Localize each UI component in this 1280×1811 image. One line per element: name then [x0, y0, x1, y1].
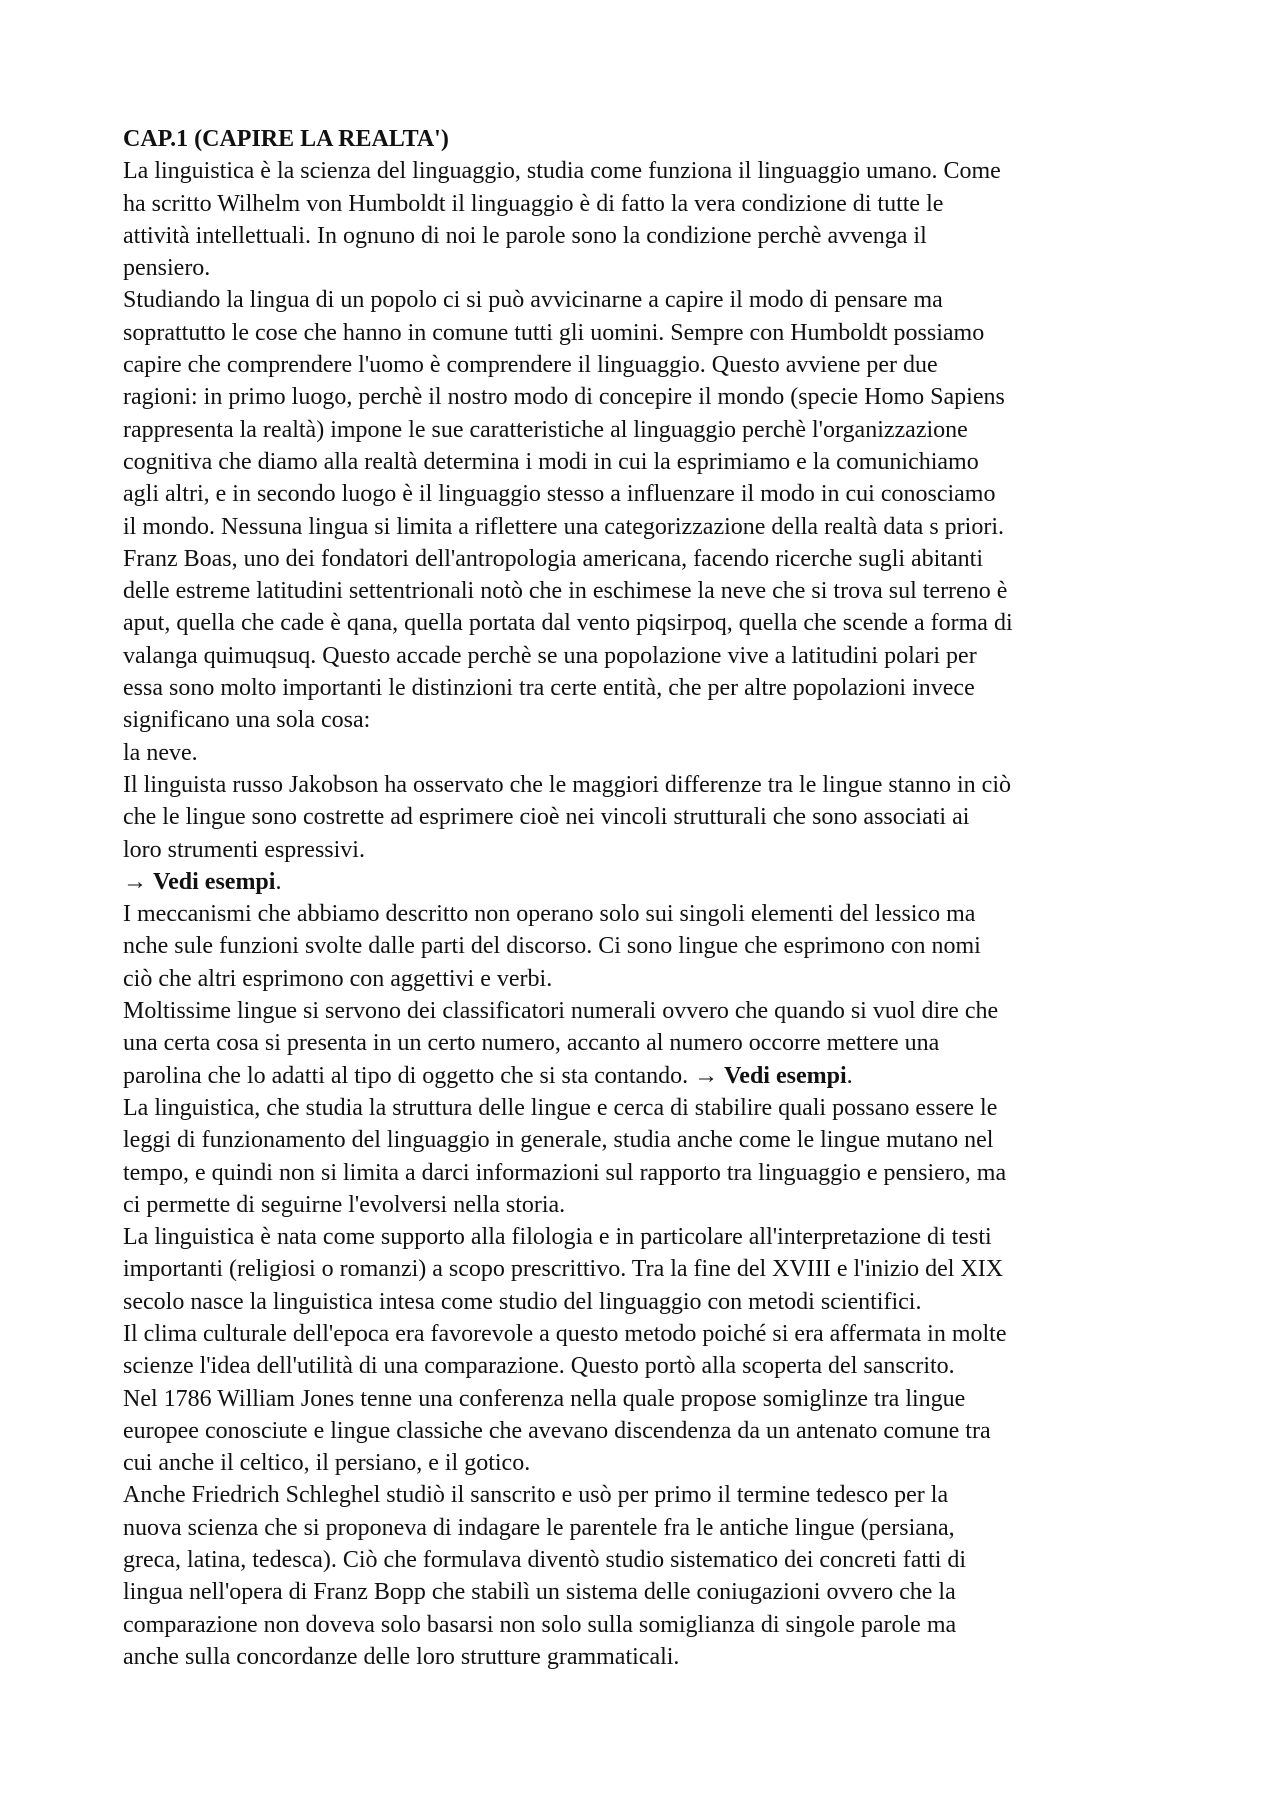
text-line: attività intellettuali. In ognuno di noi le parole sono la condizione perchè avvenga il: [123, 222, 927, 249]
text-line: tempo, e quindi non si limita a darci informazioni sul rapporto tra linguaggio e pensiero, ma: [123, 1159, 1007, 1186]
paragraph-classifiers: [123, 995, 1178, 1092]
paragraph-snow: [123, 737, 1178, 769]
text-line: che le lingue sono costrette ad esprimere cioè nei vincoli strutturali che sono associati ai: [123, 804, 970, 831]
text-line: lingua nell'opera di Franz Bopp che stabilì un sistema delle coniugazioni ovvero che la: [123, 1579, 956, 1606]
text-line: ha scritto Wilhelm von Humboldt il linguaggio è di fatto la vera condizione di tutte le: [123, 190, 944, 217]
text-line: Anche Friedrich Schleghel studiò il sanscrito e usò per primo il termine tedesco per la: [123, 1482, 949, 1509]
text-line: ragioni: in primo luogo, perchè il nostro modo di concepire il mondo (specie Homo Sapiens: [123, 384, 1005, 411]
punctuation: .: [846, 1062, 853, 1089]
text-line: Franz Boas, uno dei fondatori dell'antropologia americana, facendo ricerche sugli abitanti: [123, 545, 984, 572]
text-line: essa sono molto importanti le distinzioni tra certe entità, che per altre popolazioni invece: [123, 675, 975, 702]
arrow-right-icon: →: [123, 868, 147, 895]
paragraph-humboldt: [123, 284, 1178, 542]
text-line: cognitiva che diamo alla realtà determina i modi in cui la esprimiamo e la comunichiamo: [123, 448, 979, 475]
see-examples-label: Vedi esempi: [724, 1062, 847, 1089]
text-line: valanga quimuqsuq. Questo accade perchè se una popolazione vive a latitudini polari per: [123, 642, 977, 669]
text-line: il mondo. Nessuna lingua si limita a riflettere una categorizzazione della realtà data s priori.: [123, 513, 1004, 540]
text-line: greca, latina, tedesca). Ciò che formulava diventò studio sistematico dei concreti fatti di: [123, 1547, 967, 1574]
line-text: parolina che lo adatti al tipo di oggetto che si sta contando.: [123, 1062, 695, 1089]
chapter-title: CAP.1 (CAPIRE LA REALTA'): [123, 126, 449, 152]
text-line: anche sulla concordanze delle loro strutture grammaticali.: [123, 1643, 680, 1670]
text-line: La linguistica è nata come supporto alla filologia e in particolare all'interpretazione di testi: [123, 1224, 992, 1251]
paragraph-linguistics-history: [123, 1092, 1178, 1221]
text-line: leggi di funzionamento del linguaggio in generale, studia anche come le lingue mutano nel: [123, 1127, 994, 1154]
text-line: nche sule funzioni svolte dalle parti del discorso. Ci sono lingue che esprimono con nomi: [123, 933, 981, 960]
text-line: rappresenta la realtà) impone le sue caratteristiche al linguaggio perchè l'organizzazione: [123, 416, 968, 443]
text-line: cui anche il celtico, il persiano, e il gotico.: [123, 1450, 531, 1477]
arrow-right-icon: →: [694, 1062, 719, 1089]
text-line: una certa cosa si presenta in un certo numero, accanto al numero occorre mettere una: [123, 1030, 940, 1057]
text-line: secolo nasce la linguistica intesa come studio del linguaggio con metodi scientifici.: [123, 1288, 922, 1315]
paragraph-jakobson: [123, 769, 1178, 866]
text-line: delle estreme latitudini settentrionali notò che in eschimese la neve che si trova sul terreno è: [123, 578, 1008, 605]
paragraph-jones: [123, 1383, 1178, 1480]
text-line: Studiando la lingua di un popolo ci si può avvicinarne a capire il modo di pensare ma: [123, 287, 943, 314]
paragraph-climate: [123, 1318, 1178, 1383]
text-line: pensiero.: [123, 255, 211, 282]
text-line: la neve.: [123, 739, 198, 766]
text-line: I meccanismi che abbiamo descritto non operano solo sui singoli elementi del lessico ma: [123, 901, 976, 928]
paragraph-mechanisms: [123, 898, 1178, 995]
text-line: nuova scienza che si proponeva di indagare le parentele fra le antiche lingue (persiana,: [123, 1514, 955, 1541]
text-line: La linguistica, che studia la struttura delle lingue e cerca di stabilire quali possano essere le: [123, 1094, 998, 1121]
text-line: ciò che altri esprimono con aggettivi e verbi.: [123, 965, 553, 992]
document-page: [123, 123, 1178, 1673]
text-line: scienze l'idea dell'utilità di una comparazione. Questo portò alla scoperta del sanscrito.: [123, 1353, 955, 1380]
see-examples-label: Vedi esempi: [153, 868, 276, 895]
see-examples-note: [123, 866, 1178, 898]
text-line: europee conosciute e lingue classiche che avevano discendenza da un antenato comune tra: [123, 1417, 991, 1444]
paragraph-intro: [123, 155, 1178, 284]
paragraph-philology: [123, 1221, 1178, 1318]
text-line: Il linguista russo Jakobson ha osservato che le maggiori differenze tra le lingue stanno in ciò: [123, 771, 1011, 798]
text-line: soprattutto le cose che hanno in comune tutti gli uomini. Sempre con Humboldt possiamo: [123, 319, 985, 346]
text-line: comparazione non doveva solo basarsi non solo sulla somiglianza di singole parole ma: [123, 1611, 957, 1638]
text-line: agli altri, e in secondo luogo è il linguaggio stesso a influenzare il modo in cui conosciamo: [123, 481, 996, 508]
text-line: capire che comprendere l'uomo è comprendere il linguaggio. Questo avviene per due: [123, 352, 938, 379]
text-line: loro strumenti espressivi.: [123, 836, 365, 863]
paragraph-schlegel: [123, 1479, 1178, 1673]
text-line: Moltissime lingue si servono dei classificatori numerali ovvero che quando si vuol dire che: [123, 998, 999, 1025]
text-line: ci permette di seguirne l'evolversi nella storia.: [123, 1191, 566, 1218]
text-line: La linguistica è la scienza del linguaggio, studia come funziona il linguaggio umano. Come: [123, 158, 1001, 185]
text-line: [123, 1060, 1178, 1092]
text-line: significano una sola cosa:: [123, 707, 371, 734]
text-line: Il clima culturale dell'epoca era favorevole a questo metodo poiché si era affermata in molte: [123, 1320, 1007, 1347]
text-line: importanti (religiosi o romanzi) a scopo prescrittivo. Tra la fine del XVIII e l'inizio del XIX: [123, 1256, 1004, 1283]
text-line: Nel 1786 William Jones tenne una conferenza nella quale propose somiglinze tra lingue: [123, 1385, 966, 1412]
paragraph-boas: [123, 543, 1178, 737]
punctuation: .: [275, 868, 282, 895]
text-line: aput, quella che cade è qana, quella portata dal vento piqsirpoq, quella che scende a forma di: [123, 610, 1013, 637]
